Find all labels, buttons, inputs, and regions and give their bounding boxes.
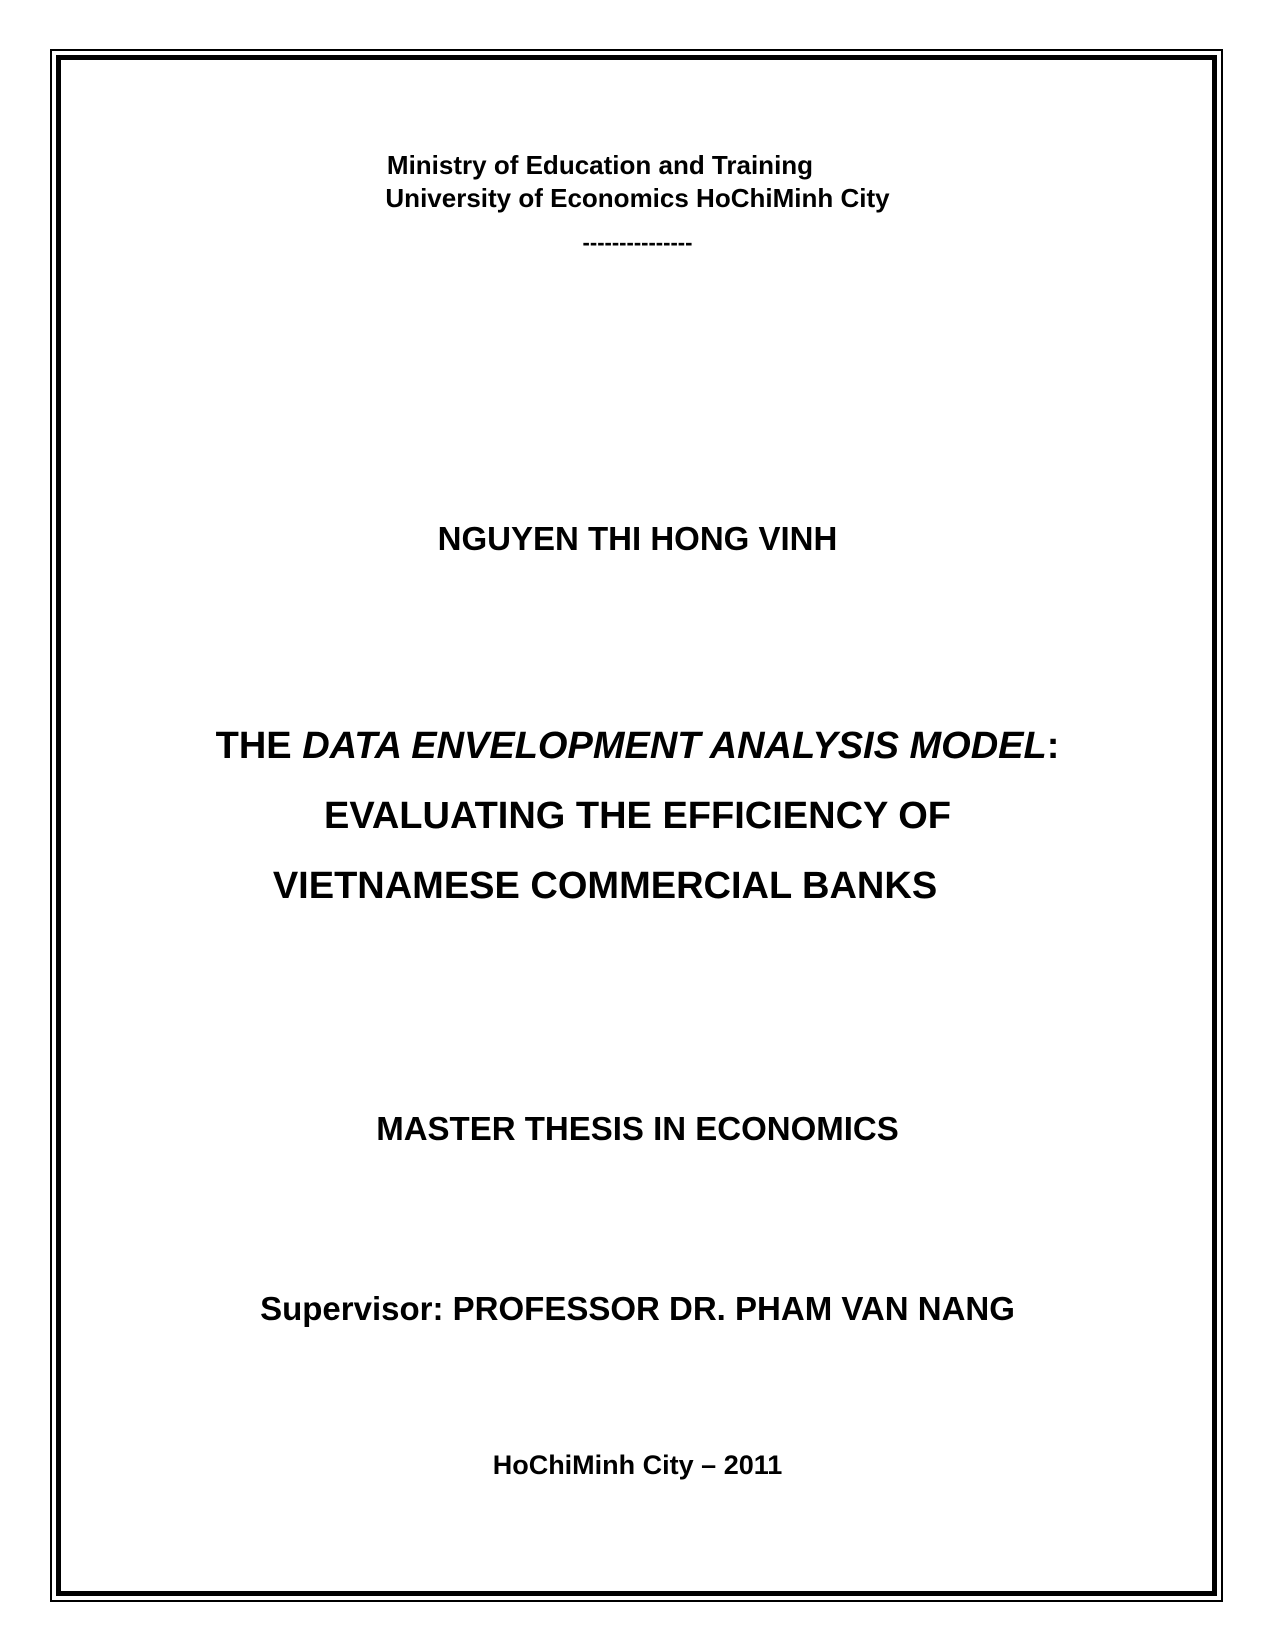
thesis-title-line-2: EVALUATING THE EFFICIENCY OF <box>323 795 952 837</box>
degree-statement: MASTER THESIS IN ECONOMICS <box>376 1110 899 1147</box>
header-separator: --------------- <box>582 230 693 255</box>
ministry-name: Ministry of Education and Training <box>386 150 814 180</box>
supervisor-line: Supervisor: PROFESSOR DR. PHAM VAN NANG <box>260 1290 1015 1327</box>
author-name: NGUYEN THI HONG VINH <box>437 520 838 557</box>
title-prefix: THE <box>215 725 303 767</box>
university-name: University of Economics HoChiMinh City <box>385 183 890 213</box>
title-colon: : <box>1046 725 1060 767</box>
thesis-title-line-3: VIETNAMESE COMMERCIAL BANKS <box>272 865 938 907</box>
thesis-title-line-1 <box>0 725 1275 768</box>
title-model-name: DATA ENVELOPMENT ANALYSIS MODEL <box>302 725 1047 767</box>
place-and-year: HoChiMinh City – 2011 <box>492 1450 783 1480</box>
